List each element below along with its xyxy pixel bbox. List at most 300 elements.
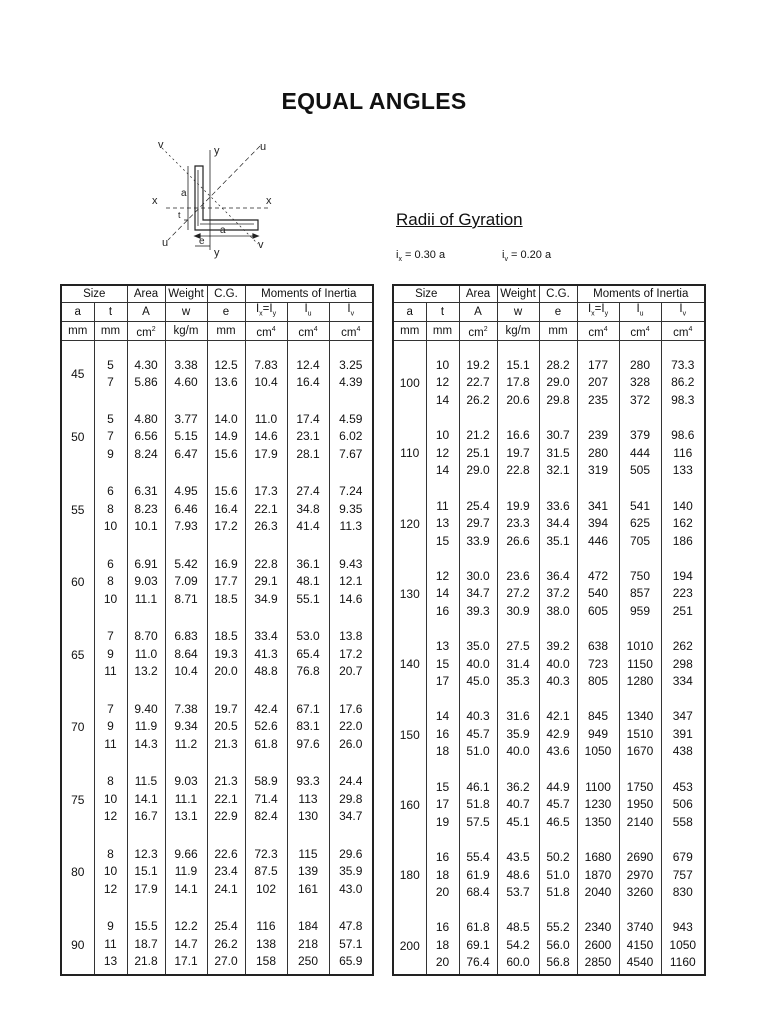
radii-heading: Radii of Gyration: [396, 210, 523, 229]
e-value: 16.9: [214, 556, 238, 571]
t-value: 10: [435, 357, 450, 372]
t-cell: [94, 480, 127, 538]
e-value: 40.0: [546, 656, 570, 671]
e-cell: [207, 553, 245, 611]
weight-cell: [497, 918, 539, 974]
symbol-iu: $I_u$: [287, 303, 329, 322]
area-cell: [127, 698, 165, 756]
iu-value: 625: [629, 516, 651, 531]
iv-value: 3.25: [339, 357, 363, 372]
e-value: 28.2: [546, 357, 570, 372]
weight-value: 53.7: [506, 885, 530, 900]
size-a-cell: 75: [61, 770, 94, 828]
ix-value: 138: [255, 936, 277, 951]
iu-value: 1510: [626, 726, 654, 741]
table-row-group: [393, 496, 705, 552]
equal-angles-table-left: [60, 284, 374, 976]
table-row-group: [61, 770, 373, 828]
iu-value: 1950: [626, 797, 654, 812]
t-value: 9: [107, 446, 114, 461]
area-value: 57.5: [466, 814, 490, 829]
e-value: 51.8: [546, 885, 570, 900]
ix-value: 33.4: [254, 629, 278, 644]
iu-cell: [619, 496, 661, 552]
weight-value: 14.1: [174, 881, 198, 896]
weight-value: 20.6: [506, 392, 530, 407]
ix-value: 158: [255, 954, 277, 969]
ix-value: 41.3: [254, 646, 278, 661]
e-cell: [539, 847, 577, 903]
area-cell: [459, 355, 497, 411]
iv-value: 6.02: [339, 429, 363, 444]
t-value: 19: [435, 814, 450, 829]
t-value: 11: [436, 498, 449, 513]
ix-value: 87.5: [254, 864, 278, 879]
weight-cell: [165, 843, 207, 901]
e-value: 14.9: [214, 429, 238, 444]
ix-cell: [245, 843, 287, 901]
iv-value: 140: [672, 498, 693, 513]
iv-value: 943: [672, 920, 693, 935]
t-value: 12: [103, 881, 118, 896]
a-label-vertical: a: [181, 188, 187, 199]
iv-cell: [329, 355, 373, 394]
weight-value: 3.38: [174, 357, 198, 372]
e-cell: [207, 770, 245, 828]
area-value: 25.4: [466, 498, 490, 513]
symbol-t: t: [426, 303, 459, 322]
t-value: 14: [435, 463, 450, 478]
weight-value: 4.60: [174, 375, 198, 390]
t-value: 16: [435, 850, 450, 865]
weight-value: 48.6: [506, 867, 530, 882]
header-cg: C.G.: [539, 285, 577, 303]
e-value: 42.1: [546, 709, 570, 724]
iv-cell: [661, 496, 705, 552]
ix-value: 7.83: [254, 357, 278, 372]
ix-cell: [577, 355, 619, 411]
iv-cell: [329, 843, 373, 901]
iv-value: 24.4: [339, 774, 363, 789]
size-a-cell: 60: [61, 553, 94, 611]
e-value: 23.4: [214, 864, 238, 879]
area-value: 6.31: [134, 484, 158, 499]
iv-value: 347: [672, 709, 693, 724]
weight-value: 23.3: [506, 516, 530, 531]
area-value: 40.3: [466, 709, 490, 724]
symbol-iv: $I_v$: [661, 303, 705, 322]
weight-value: 6.46: [174, 501, 198, 516]
iu-value: 857: [629, 586, 651, 601]
t-value: 10: [103, 591, 118, 606]
weight-cell: [497, 636, 539, 692]
area-value: 8.24: [134, 446, 158, 461]
area-value: 11.1: [134, 591, 158, 606]
iu-value: 3740: [626, 920, 654, 935]
iu-value: 1750: [626, 779, 654, 794]
iv-cell: [329, 770, 373, 828]
area-value: 46.1: [466, 779, 490, 794]
iu-value: 67.1: [296, 701, 320, 716]
e-value: 27.0: [214, 954, 238, 969]
t-value: 14: [435, 709, 450, 724]
e-value: 32.1: [546, 463, 570, 478]
iu-cell: [287, 355, 329, 394]
e-value: 26.2: [214, 936, 238, 951]
ix-value: 723: [587, 656, 609, 671]
iv-value: 11.3: [339, 519, 362, 534]
iu-value: 55.1: [296, 591, 320, 606]
weight-value: 17.8: [506, 375, 530, 390]
e-value: 17.7: [214, 574, 238, 589]
iu-cell: [287, 698, 329, 756]
area-value: 45.7: [466, 726, 490, 741]
area-value: 4.80: [134, 411, 158, 426]
table-row-group: [393, 425, 705, 481]
e-cell: [207, 915, 245, 973]
ix-value: 22.8: [254, 556, 278, 571]
radius-iv: $i_v = 0.20$ a: [502, 249, 552, 264]
area-value: 4.30: [134, 357, 158, 372]
ix-value: 949: [587, 726, 609, 741]
weight-cell: [497, 707, 539, 763]
ix-value: 239: [587, 428, 609, 443]
unit-area: $cm^2$: [127, 322, 165, 341]
t-cell: [94, 770, 127, 828]
iu-cell: [287, 843, 329, 901]
e-value: 22.9: [214, 809, 238, 824]
e-value: 18.5: [214, 629, 238, 644]
t-value: 17: [435, 797, 450, 812]
iv-value: 757: [672, 867, 693, 882]
iv-value: 65.9: [339, 954, 363, 969]
weight-cell: [497, 777, 539, 833]
symbol-area: A: [459, 303, 497, 322]
symbol-area: A: [127, 303, 165, 322]
t-value: 10: [103, 864, 118, 879]
ix-value: 26.3: [254, 519, 278, 534]
weight-value: 5.15: [174, 429, 198, 444]
weight-value: 30.9: [506, 603, 530, 618]
iu-value: 541: [629, 498, 651, 513]
weight-value: 60.0: [506, 955, 530, 970]
iu-cell: [619, 355, 661, 411]
iu-cell: [619, 918, 661, 974]
t-value: 11: [104, 664, 117, 679]
weight-cell: [497, 566, 539, 622]
iv-value: 98.3: [671, 392, 695, 407]
t-value: 6: [107, 484, 114, 499]
e-value: 30.7: [546, 428, 570, 443]
iv-value: 453: [672, 779, 693, 794]
ix-cell: [245, 698, 287, 756]
ix-value: 2340: [584, 920, 612, 935]
area-value: 15.5: [134, 919, 158, 934]
iu-value: 750: [629, 568, 651, 583]
iv-value: 298: [672, 656, 693, 671]
iv-cell: [661, 707, 705, 763]
ix-value: 71.4: [254, 791, 278, 806]
ix-value: 805: [587, 674, 609, 689]
ix-value: 58.9: [254, 774, 278, 789]
t-value: 7: [107, 375, 114, 390]
symbol-ix-iy: $I_x=I_y$: [245, 303, 287, 322]
iu-value: 48.1: [296, 574, 320, 589]
e-value: 44.9: [546, 779, 570, 794]
symbol-a: a: [393, 303, 426, 322]
t-cell: [94, 698, 127, 756]
size-a-cell: 110: [393, 425, 426, 481]
iu-value: 328: [629, 375, 651, 390]
iu-value: 97.6: [296, 736, 320, 751]
unit-area: $cm^2$: [459, 322, 497, 341]
weight-value: 26.6: [506, 533, 530, 548]
area-value: 9.40: [134, 701, 158, 716]
area-cell: [459, 636, 497, 692]
size-a-cell: 150: [393, 707, 426, 763]
table-row-group: [393, 636, 705, 692]
t-value: 10: [103, 519, 118, 534]
unit-iu: $cm^4$: [619, 322, 661, 341]
e-value: 13.6: [214, 375, 238, 390]
iv-value: 47.8: [339, 919, 363, 934]
ix-value: 2040: [584, 885, 612, 900]
weight-value: 8.64: [174, 646, 198, 661]
radius-ix: $i_x = 0.30$ a: [396, 249, 446, 264]
area-cell: [459, 777, 497, 833]
area-value: 34.7: [466, 586, 490, 601]
ix-cell: [245, 625, 287, 683]
iu-value: 16.4: [296, 375, 320, 390]
area-cell: [459, 425, 497, 481]
area-cell: [127, 480, 165, 538]
t-cell: [426, 918, 459, 974]
iv-cell: [329, 408, 373, 466]
e-cell: [539, 918, 577, 974]
weight-value: 11.9: [174, 864, 198, 879]
t-value: 7: [107, 629, 114, 644]
size-a-cell: 65: [61, 625, 94, 683]
iv-value: 1160: [669, 955, 696, 970]
v-label-bottom: v: [258, 239, 264, 251]
e-value: 20.0: [214, 664, 238, 679]
weight-value: 22.8: [506, 463, 530, 478]
ix-cell: [577, 425, 619, 481]
iu-cell: [287, 915, 329, 973]
iu-value: 115: [298, 846, 318, 861]
t-cell: [426, 707, 459, 763]
weight-value: 3.77: [174, 411, 198, 426]
weight-value: 13.1: [174, 809, 198, 824]
weight-value: 35.9: [506, 726, 530, 741]
iu-value: 2970: [626, 867, 654, 882]
unit-iv: $cm^4$: [661, 322, 705, 341]
weight-value: 31.6: [506, 709, 530, 724]
ix-value: 82.4: [254, 809, 278, 824]
weight-value: 54.2: [506, 937, 530, 952]
iu-cell: [619, 566, 661, 622]
e-cell: [207, 480, 245, 538]
area-value: 11.5: [134, 774, 158, 789]
iu-cell: [619, 636, 661, 692]
iu-value: 41.4: [296, 519, 320, 534]
unit-e: mm: [207, 322, 245, 341]
area-value: 8.23: [134, 501, 158, 516]
ix-value: 22.1: [254, 501, 278, 516]
ix-value: 42.4: [254, 701, 278, 716]
weight-cell: [165, 625, 207, 683]
e-value: 45.7: [546, 797, 570, 812]
ix-cell: [577, 777, 619, 833]
area-value: 14.1: [134, 791, 158, 806]
weight-value: 19.9: [506, 498, 530, 513]
weight-cell: [165, 355, 207, 394]
e-cell: [207, 355, 245, 394]
size-a-cell: 180: [393, 847, 426, 903]
e-value: 40.3: [546, 674, 570, 689]
symbol-e: e: [539, 303, 577, 322]
iu-cell: [619, 777, 661, 833]
area-value: 25.1: [466, 445, 490, 460]
size-a-cell: 200: [393, 918, 426, 974]
t-cell: [426, 566, 459, 622]
v-label-top: v: [158, 139, 164, 151]
weight-value: 7.09: [174, 574, 198, 589]
e-value: 16.4: [214, 501, 238, 516]
ix-cell: [577, 496, 619, 552]
table-row-group: [61, 355, 373, 394]
ix-value: 1680: [584, 850, 612, 865]
header-area: Area: [127, 285, 165, 303]
iu-cell: [619, 707, 661, 763]
e-cell: [207, 843, 245, 901]
e-value: 34.4: [546, 516, 570, 531]
iu-value: 17.4: [296, 411, 320, 426]
e-value: 21.3: [214, 736, 238, 751]
area-cell: [459, 847, 497, 903]
e-cell: [539, 355, 577, 411]
weight-value: 27.2: [506, 586, 530, 601]
t-value: 15: [435, 779, 450, 794]
ix-cell: [577, 566, 619, 622]
ix-cell: [245, 355, 287, 394]
e-value: 46.5: [546, 814, 570, 829]
t-value: 20: [435, 885, 450, 900]
t-value: 17: [435, 674, 450, 689]
weight-value: 9.66: [174, 846, 198, 861]
iv-value: 17.2: [339, 646, 363, 661]
weight-value: 17.1: [174, 954, 198, 969]
iv-value: 17.6: [339, 701, 363, 716]
ix-value: 1350: [584, 814, 612, 829]
symbol-w: w: [165, 303, 207, 322]
e-value: 38.0: [546, 603, 570, 618]
iu-value: 36.1: [296, 556, 320, 571]
area-value: 22.7: [466, 375, 490, 390]
unit-weight: kg/m: [165, 322, 207, 341]
iv-value: 162: [672, 516, 693, 531]
ix-value: 34.9: [254, 591, 278, 606]
weight-value: 4.95: [174, 484, 198, 499]
area-value: 61.9: [466, 867, 490, 882]
iu-value: 4150: [626, 937, 654, 952]
area-value: 12.3: [134, 846, 158, 861]
ix-cell: [245, 770, 287, 828]
unit-t: mm: [426, 322, 459, 341]
header-weight: Weight: [497, 285, 539, 303]
weight-value: 48.5: [506, 920, 530, 935]
e-cell: [539, 777, 577, 833]
area-value: 21.8: [134, 954, 158, 969]
size-a-cell: 140: [393, 636, 426, 692]
iu-value: 139: [297, 864, 319, 879]
e-value: 56.0: [546, 937, 570, 952]
iv-value: 334: [672, 674, 693, 689]
iu-value: 250: [297, 954, 319, 969]
size-a-cell: 130: [393, 566, 426, 622]
iu-value: 2690: [626, 850, 654, 865]
table-row-group: [61, 843, 373, 901]
e-value: 18.5: [214, 591, 238, 606]
ix-cell: [245, 915, 287, 973]
iv-value: 186: [672, 533, 693, 548]
weight-value: 16.6: [506, 428, 530, 443]
iv-value: 29.6: [339, 846, 363, 861]
size-a-cell: 80: [61, 843, 94, 901]
t-cell: [94, 355, 127, 394]
weight-value: 31.4: [506, 656, 530, 671]
t-value: 10: [103, 791, 118, 806]
area-value: 13.2: [134, 664, 158, 679]
weight-cell: [497, 496, 539, 552]
t-value: 7: [107, 701, 114, 716]
weight-cell: [165, 408, 207, 466]
ix-value: 446: [587, 533, 609, 548]
iv-value: 29.8: [339, 791, 363, 806]
e-value: 25.4: [214, 919, 238, 934]
area-value: 33.9: [466, 533, 490, 548]
t-value: 12: [435, 375, 450, 390]
iv-value: 98.6: [671, 428, 695, 443]
ix-value: 1050: [584, 744, 612, 759]
radius-iv-value: = 0.20 a: [511, 249, 552, 261]
iv-value: 22.0: [339, 719, 363, 734]
area-value: 6.91: [134, 556, 158, 571]
area-value: 39.3: [466, 603, 490, 618]
iv-value: 391: [672, 726, 693, 741]
header-size: Size: [61, 285, 127, 303]
table-row-group: [61, 408, 373, 466]
area-cell: [127, 553, 165, 611]
iu-value: 2140: [626, 814, 654, 829]
t-value: 12: [103, 809, 118, 824]
equal-angles-table-right: [392, 284, 706, 976]
area-value: 8.70: [134, 629, 158, 644]
ix-value: 845: [587, 709, 609, 724]
ix-value: 72.3: [254, 846, 278, 861]
e-value: 29.8: [546, 392, 570, 407]
iv-value: 1050: [669, 937, 697, 952]
e-value: 19.7: [214, 701, 238, 716]
area-cell: [127, 843, 165, 901]
area-value: 29.0: [466, 463, 490, 478]
ix-value: 1230: [584, 797, 612, 812]
table-row-group: [61, 915, 373, 973]
area-cell: [127, 915, 165, 973]
t-value: 7: [107, 429, 114, 444]
t-value: 12: [435, 445, 450, 460]
weight-cell: [165, 480, 207, 538]
